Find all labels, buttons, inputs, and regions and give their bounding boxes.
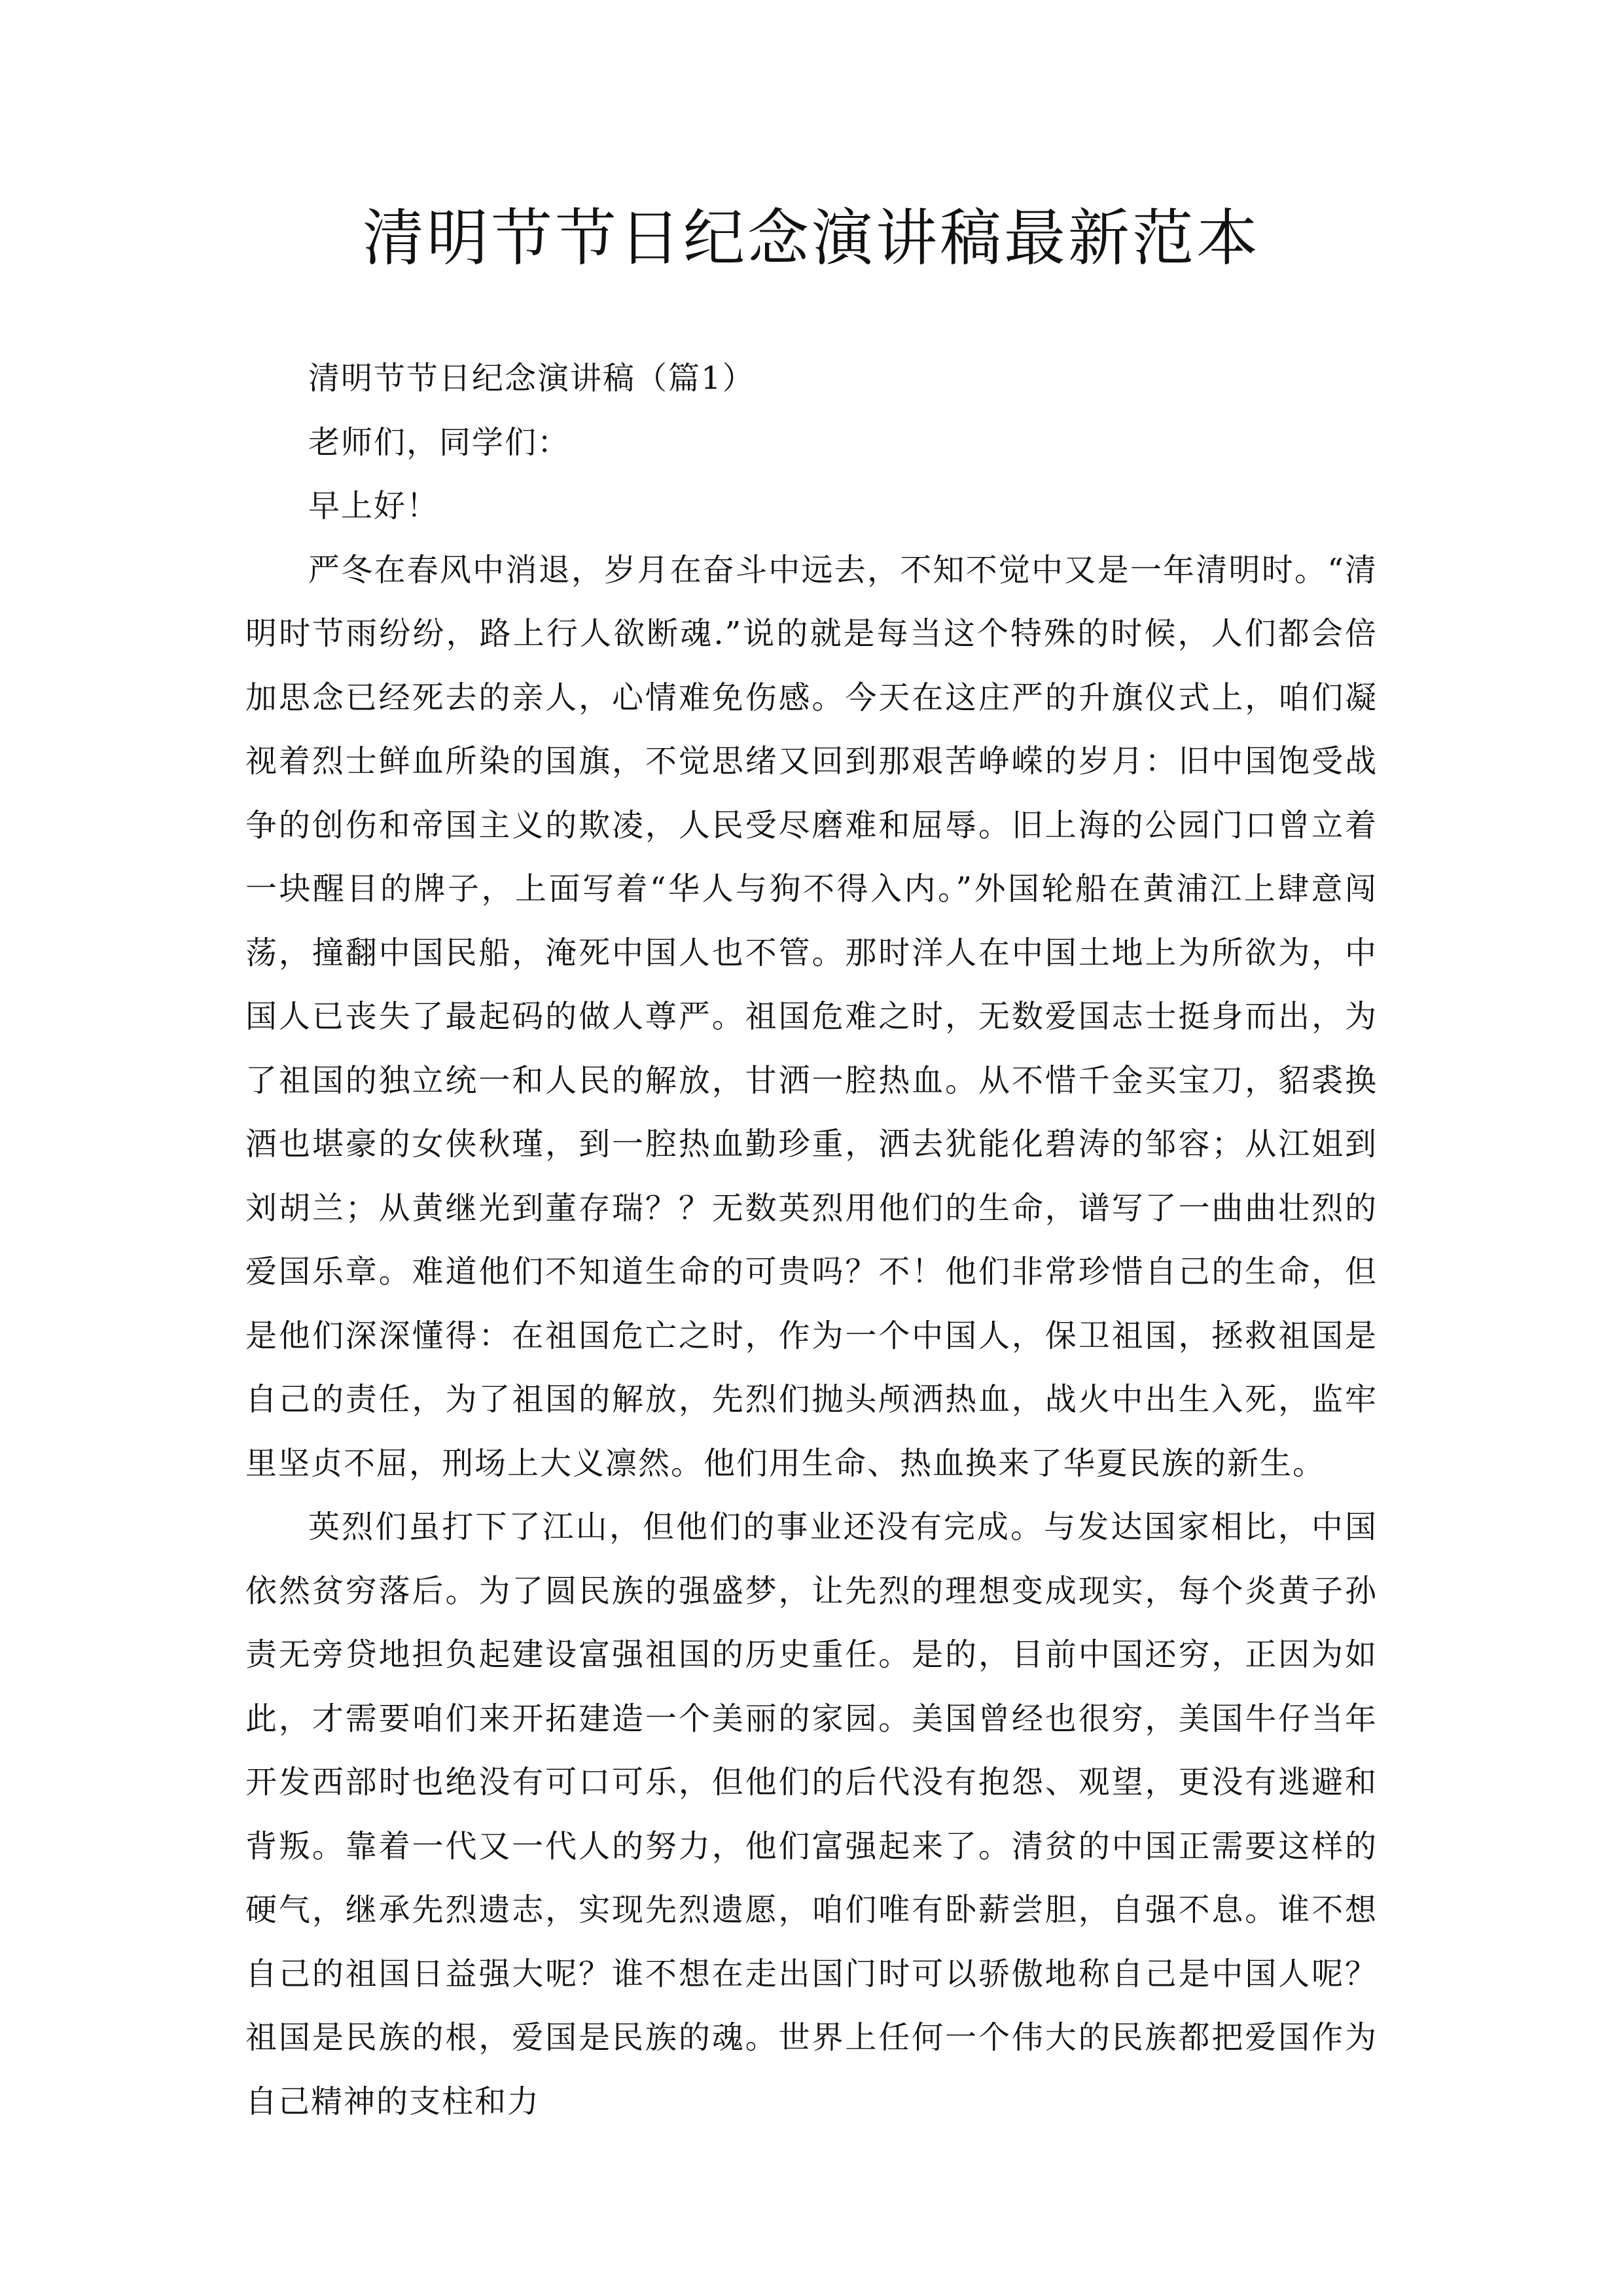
document-title: 清明节节日纪念演讲稿最新范本	[362, 203, 1260, 274]
section-heading: 清明节节日纪念演讲稿（篇1）	[308, 360, 755, 397]
document-body	[245, 347, 1378, 2134]
salutation: 老师们，同学们：	[308, 423, 571, 461]
body-paragraph: 严冬在春风中消退，岁月在奋斗中远去，不知不觉中又是一年清明时。“清明时节雨纷纷，路上行人欲断魂.”说的就是每当这个特殊的时候，人们都会倍加思念已经死去的亲人，心情难免伤感。今天在这庄严的升旗仪式上，咱们凝视着烈士鲜血所染的国旗，不觉思绪又回到那艰苦峥嵘的岁月：旧中国饱受战争的创伤和帝国主义的欺凌，人民受尽磨难和屈辱。旧上海的公园门口曾立着一块醒目的牌子，上面写着“华人与狗不得入内。”外国轮船在黄浦江上肆意闯荡，撞翻中国民船，淹死中国人也不管。那时洋人在中国土地上为所欲为，中国人已丧失了最起码的做人尊严。祖国危难之时，无数爱国志士挺身而出，为了祖国的独立统一和人民的解放，甘洒一腔热血。从不惜千金买宝刀，貂裘换酒也堪豪的女侠秋瑾，到一腔热血勤珍重，洒去犹能化碧涛的邹容；从江姐到刘胡兰；从黄继光到董存瑞？？无数英烈用他们的生命，谱写了一曲曲壮烈的爱国乐章。难道他们不知道生命的可贵吗？不！他们非常珍惜自己的生命，但是他们深深懂得：在祖国危亡之时，作为一个中国人，保卫祖国，拯救祖国是自己的责任，为了祖国的解放，先烈们抛头颅洒热血，战火中出生入死，监牢里坚贞不屈，刑场上大义凛然。他们用生命、热血换来了华夏民族的新生。	[245, 551, 1378, 1482]
greeting: 早上好！	[308, 488, 440, 524]
body-paragraph: 英烈们虽打下了江山，但他们的事业还没有完成。与发达国家相比，中国依然贫穷落后。为了圆民族的强盛梦，让先烈的理想变成现实，每个炎黄子孙责无旁贷地担负起建设富强祖国的历史重任。是的，目前中国还穷，正因为如此，才需要咱们来开拓建造一个美丽的家园。美国曾经也很穷，美国牛仔当年开发西部时也绝没有可口可乐，但他们的后代没有抱怨、观望，更没有逃避和背叛。靠着一代又一代人的努力，他们富强起来了。清贫的中国正需要这样的硬气，继承先烈遗志，实现先烈遗愿，咱们唯有卧薪尝胆，自强不息。谁不想自己的祖国日益强大呢？谁不想在走出国门时可以骄傲地称自己是中国人呢？祖国是民族的根，爱国是民族的魂。世界上任何一个伟大的民族都把爱国作为自己精神的支柱和力	[245, 1509, 1378, 2120]
